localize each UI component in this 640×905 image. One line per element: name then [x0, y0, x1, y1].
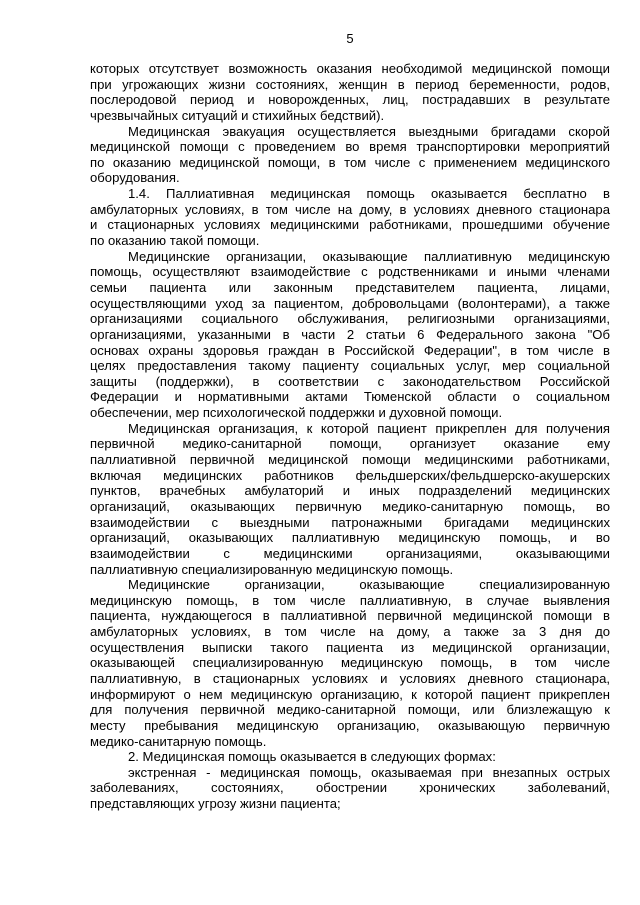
- paragraph: [90, 61, 610, 124]
- text-line: по оказанию медицинской помощи, в том числе с применением медицинского: [90, 154, 610, 170]
- text-line: при угрожающих жизни состояниях, женщин в период беременности, родов,: [90, 76, 610, 92]
- text-line: целях предоставления такому пациенту социальных услуг, мер социальной: [90, 358, 610, 374]
- document-body: [90, 61, 610, 812]
- text-line: паллиативную, в стационарных условиях и условиях дневного стационара,: [90, 670, 610, 686]
- text-line: осуществляющими уход за пациентом, добровольцами (волонтерами), а также: [90, 295, 610, 311]
- text-line: заболеваниях, состояниях, обострении хронических заболеваний,: [90, 780, 610, 796]
- text-line: оборудования.: [90, 170, 180, 186]
- page-number: 5: [346, 31, 354, 46]
- text-line: представляющих угрозу жизни пациента;: [90, 796, 341, 812]
- text-line: амбулаторных условиях, в том числе на дому, в условиях дневного стационара: [90, 201, 610, 217]
- text-line: взаимодействии с выездными патронажными бригадами медицинских: [90, 514, 610, 530]
- text-line: амбулаторных условиях, в том числе на дому, а также за 3 дня до: [90, 624, 610, 640]
- text-line: Медицинские организации, оказывающие паллиативную медицинскую: [128, 248, 610, 264]
- text-line: организаций, оказывающих паллиативную медицинскую помощь, и во: [90, 530, 610, 546]
- text-line: паллиативную специализированную медицинскую помощь.: [90, 561, 454, 577]
- text-line: Медицинская эвакуация осуществляется выездными бригадами скорой: [128, 123, 610, 139]
- paragraph: [90, 749, 610, 765]
- text-line: организациями социального обслуживания, религиозными организациями,: [90, 311, 610, 327]
- text-line: чрезвычайных ситуаций и стихийных бедствий).: [90, 107, 385, 123]
- text-line: защиты (поддержки), в соответствии с законодательством Российской: [90, 373, 610, 389]
- text-line: медицинскую помощь, в том числе паллиативную, в случае выявления: [90, 592, 610, 608]
- text-line: 1.4. Паллиативная медицинская помощь оказывается бесплатно в: [128, 186, 610, 202]
- text-line: медико-санитарную помощь.: [90, 733, 267, 749]
- text-line: которых отсутствует возможность оказания необходимой медицинской помощи: [90, 61, 610, 76]
- text-line: организаций, оказывающих первичную медико-санитарную помощь, во: [90, 498, 610, 514]
- text-line: первичной медико-санитарной помощи, организует оказание ему: [90, 436, 610, 452]
- text-line: медицинской помощи с проведением во время транспортировки мероприятий: [90, 139, 610, 155]
- paragraph: [90, 577, 610, 749]
- paragraph: [90, 124, 610, 187]
- text-line: взаимодействии с медицинскими организациями, оказывающими: [90, 545, 610, 561]
- text-line: осуществления выписки такого пациента из медицинской организации,: [90, 639, 610, 655]
- text-line: месту пребывания медицинскую организацию, оказывающую первичную: [90, 717, 610, 733]
- paragraph: [90, 249, 610, 421]
- text-line: пациента, нуждающегося в паллиативной первичной медицинской помощи в: [90, 608, 610, 624]
- text-line: включая медицинских работников фельдшерских/фельдшерско-акушерских: [90, 467, 610, 483]
- paragraph: [90, 186, 610, 249]
- text-line: основах охраны здоровья граждан в Российской Федерации", в том числе в: [90, 342, 610, 358]
- text-line: пунктов, врачебных амбулаторий и иных подразделений медицинских: [90, 483, 610, 499]
- text-line: экстренная - медицинская помощь, оказываемая при внезапных острых: [128, 764, 610, 780]
- text-line: семьи пациента или законным представителем пациента, лицами,: [90, 279, 610, 295]
- text-line: 2. Медицинская помощь оказывается в следующих формах:: [128, 749, 496, 765]
- text-line: организациями, указанными в части 2 статьи 6 Федерального закона "Об: [90, 326, 610, 342]
- text-line: Медицинская организация, к которой пациент прикреплен для получения: [128, 420, 610, 436]
- text-line: Медицинские организации, оказывающие специализированную: [128, 577, 610, 593]
- text-line: послеродовой период и новорожденных, лиц, пострадавших в результате: [90, 92, 610, 108]
- text-line: паллиативной первичной медицинской помощи медицинскими работниками,: [90, 452, 610, 468]
- paragraph: [90, 765, 610, 812]
- text-line: по оказанию такой помощи.: [90, 233, 260, 249]
- text-line: для получения первичной медико-санитарной помощи, или близлежащую к: [90, 702, 610, 718]
- text-line: Федерации и нормативными актами Тюменской области о социальном: [90, 389, 610, 405]
- text-line: обеспечении, мер психологической поддержки и духовной помощи.: [90, 405, 503, 421]
- text-line: и стационарных условиях медицинскими работниками, прошедшими обучение: [90, 217, 610, 233]
- text-line: информируют о нем медицинскую организацию, к которой пациент прикреплен: [90, 686, 610, 702]
- text-line: оказывающей специализированную медицинскую помощь, в том числе: [90, 655, 610, 671]
- text-line: помощь, осуществляют взаимодействие с родственниками и иными членами: [90, 264, 610, 280]
- paragraph: [90, 421, 610, 577]
